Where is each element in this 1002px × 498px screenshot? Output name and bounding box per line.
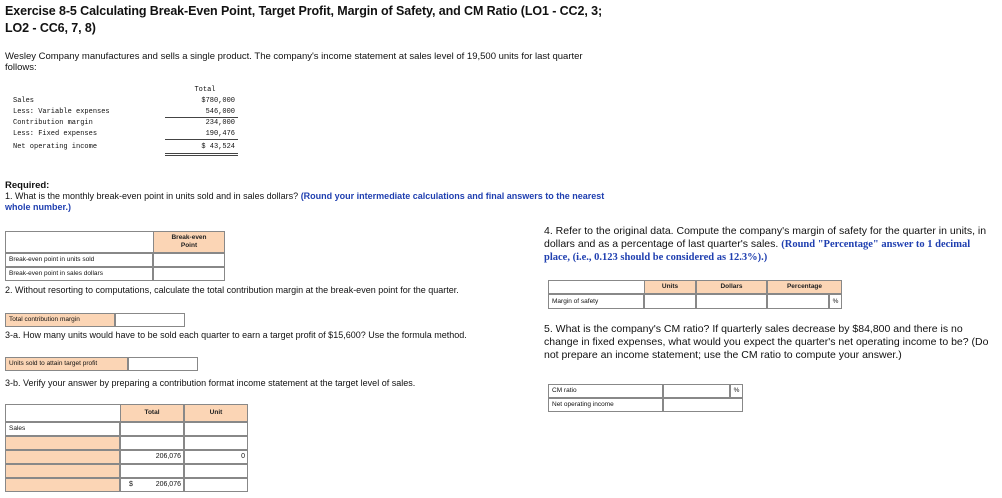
is-label: Less: Variable expenses <box>13 108 110 116</box>
q3b-col-total: Total <box>120 404 184 422</box>
q3b-row-4-total-input[interactable] <box>120 464 184 478</box>
q4-units-input[interactable] <box>644 294 696 309</box>
income-statement <box>13 86 238 156</box>
q1-dollars-input[interactable] <box>153 267 225 281</box>
q3b-row-5-unit-cell <box>184 478 248 492</box>
q3b-row-4-label-input[interactable] <box>5 464 120 478</box>
q3b-row-sales-label: Sales <box>5 422 120 436</box>
required-label: Required: <box>5 180 50 191</box>
is-value: $ 43,524 <box>201 143 235 151</box>
q1-table <box>5 231 225 281</box>
q4-text: 4. Refer to the original data. Compute the company's margin of safety for the quarter in units, in dollars and as a percentage of last quarter's sales. <box>544 225 987 250</box>
q1-col-header <box>153 231 225 253</box>
q5-cm-ratio-label: CM ratio <box>548 384 663 398</box>
q3b-row-5-label-input[interactable] <box>5 478 120 492</box>
q1-note: (Round your intermediate calculations and final answers to the nearest whole number.) <box>5 191 605 212</box>
is-value: $780,000 <box>201 97 235 105</box>
q3b-row-2-unit-input[interactable] <box>184 436 248 450</box>
q2-table <box>5 313 185 327</box>
q5-noi-label: Net operating income <box>548 398 663 412</box>
q1-text-block <box>5 191 605 213</box>
q3b-row-3-total-value: 206,076 <box>120 450 184 464</box>
is-value: 546,000 <box>205 108 235 116</box>
q1-row-units-label: Break-even point in units sold <box>5 253 153 267</box>
q3b-row-2-label-input[interactable] <box>5 436 120 450</box>
q4-col-units: Units <box>644 280 696 294</box>
is-label: Sales <box>13 97 35 105</box>
is-label: Contribution margin <box>13 119 93 127</box>
is-label: Less: Fixed expenses <box>13 130 98 138</box>
q3b-row-3-label-input[interactable] <box>5 450 120 464</box>
q3b-dollar-sign: $ <box>129 481 133 488</box>
q3b-col-unit: Unit <box>184 404 248 422</box>
q3a-label: Units sold to attain target profit <box>5 357 128 371</box>
q3b-row-5-total-number: 206,076 <box>155 481 181 488</box>
q3b-row-5-total-value <box>120 478 184 492</box>
q5-text: 5. What is the company's CM ratio? If quarterly sales decrease by $84,800 and there is no change in fixed expenses, what would you expect the quarter's net operating income to be? (Do not prepare an income statement; use the CM ratio to compute your answer.) <box>544 323 989 361</box>
q3b-text: 3-b. Verify your answer by preparing a contribution format income statement at the target level of sales. <box>5 378 416 388</box>
q3b-table <box>5 404 248 492</box>
q3b-row-4-unit-cell <box>184 464 248 478</box>
exercise-title <box>5 3 602 37</box>
q1-units-input[interactable] <box>153 253 225 267</box>
q2-label: Total contribution margin <box>5 313 115 327</box>
title-line-2: LO2 - CC6, 7, 8) <box>5 21 96 35</box>
title-line-1: Exercise 8-5 Calculating Break-Even Point, Target Profit, Margin of Safety, and CM Ratio (LO1 - CC2, 3; <box>5 4 603 18</box>
q4-blank-header <box>548 280 644 294</box>
intro-text: Wesley Company manufactures and sells a single product. The company's income statement at sales level of 19,500 units for last quarter follows: <box>5 51 583 73</box>
q4-row-label: Margin of safety <box>548 294 644 309</box>
q3b-row-2-total-input[interactable] <box>120 436 184 450</box>
q2-text: 2. Without resorting to computations, calculate the total contribution margin at the break-even point for the quarter. <box>5 285 459 295</box>
is-rule-double <box>165 153 238 156</box>
q4-note: (Round "Percentage" answer to 1 decimal place, (i.e., 0.123 should be considered as 12.3%).) <box>544 239 971 263</box>
income-statement-header: Total <box>194 86 216 94</box>
q4-table <box>548 280 842 309</box>
q1-text: 1. What is the monthly break-even point in units sold and in sales dollars? <box>5 191 299 201</box>
is-rule <box>165 139 238 140</box>
is-row-noi <box>13 141 238 153</box>
q1-col-header-line1: Break-even <box>171 234 207 241</box>
q5-table <box>548 384 743 412</box>
q4-dollars-input[interactable] <box>696 294 767 309</box>
q5-percent-sign: % <box>730 384 743 398</box>
q1-table-blank-header <box>5 231 153 253</box>
q3a-text: 3-a. How many units would have to be sold each quarter to earn a target profit of $15,600? Use the formula method. <box>5 330 467 340</box>
q3b-sales-unit-input[interactable] <box>184 422 248 436</box>
q4-col-percentage: Percentage <box>767 280 842 294</box>
q3b-blank-header <box>5 404 120 422</box>
q4-percent-sign: % <box>829 294 842 309</box>
q2-input[interactable] <box>115 313 185 327</box>
is-value: 234,000 <box>205 119 235 127</box>
is-value: 190,476 <box>205 130 235 138</box>
q5-noi-input[interactable] <box>663 398 743 412</box>
q1-row-dollars-label: Break-even point in sales dollars <box>5 267 153 281</box>
q4-percentage-input[interactable] <box>767 294 829 309</box>
q1-col-header-line2: Point <box>180 242 198 249</box>
q3b-sales-total-input[interactable] <box>120 422 184 436</box>
q3a-input[interactable] <box>128 357 198 371</box>
q3a-table <box>5 357 198 371</box>
q3b-row-3-unit-value: 0 <box>184 450 248 464</box>
q4-text-block <box>544 225 996 264</box>
q4-col-dollars: Dollars <box>696 280 767 294</box>
is-label: Net operating income <box>13 143 98 151</box>
q5-cm-ratio-input[interactable] <box>663 384 730 398</box>
